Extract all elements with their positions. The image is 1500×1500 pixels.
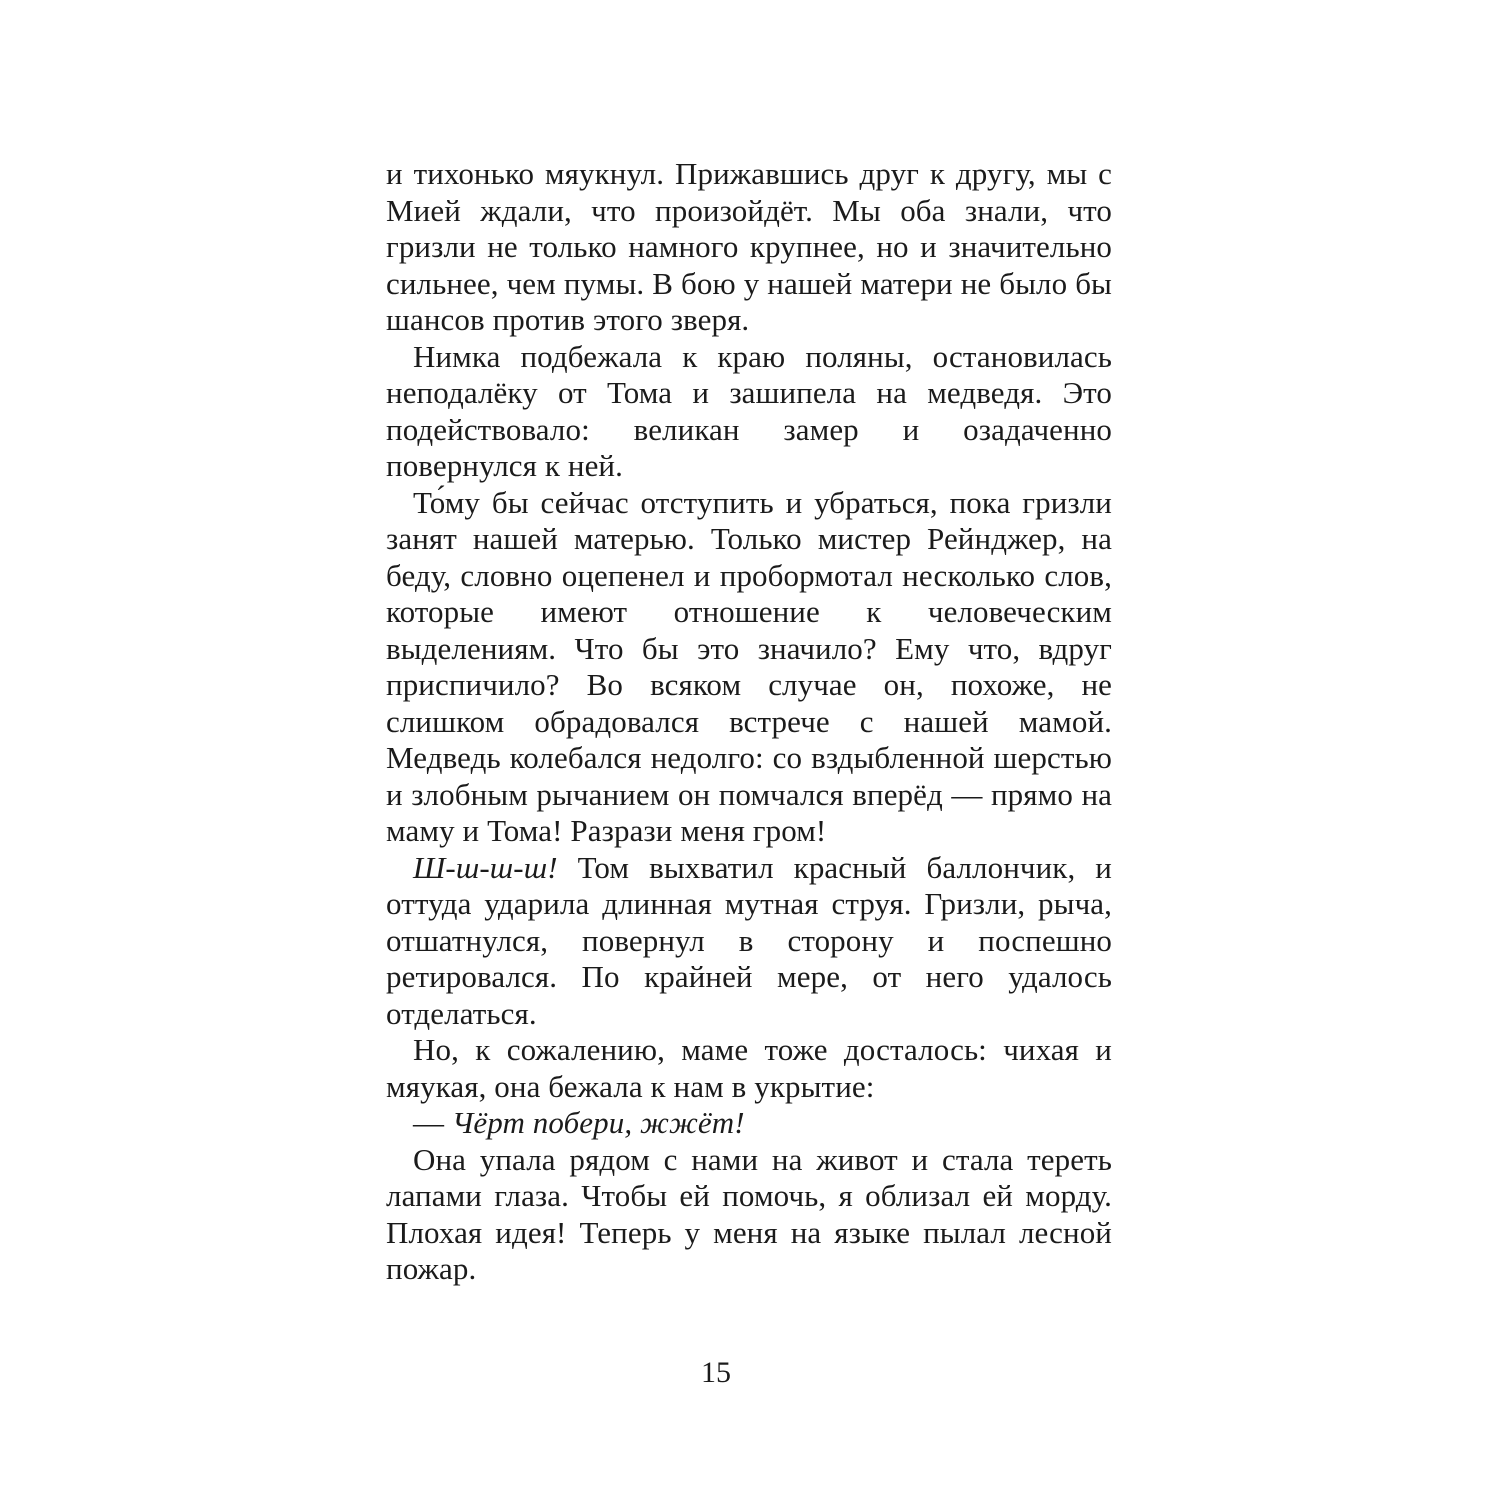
paragraph [386, 1142, 1112, 1288]
paragraph-text: и тихонько мяукнул. Прижавшись друг к другу, мы с Мией ждали, что произойдёт. Мы оба знали, что гризли не только намного крупнее, но и значительно сильнее, чем пумы. В бою у нашей матери не было бы шансов против этого зверя. [386, 156, 1112, 337]
page-number: 15 [701, 1356, 731, 1389]
paragraph [386, 156, 1112, 339]
dialogue-text-italic: Чёрт побери, жжёт! [451, 1105, 745, 1140]
paragraph [386, 485, 1112, 850]
paragraph-text: Нимка подбежала к краю поляны, остановилась неподалёку от Тома и зашипела на медведя. Это подействовало: великан замер и озадаченно повернулся к ней. [386, 338, 1112, 483]
dialogue-dash: — [413, 1105, 452, 1140]
paragraph [386, 339, 1112, 485]
paragraph-text: То́му бы сейчас отступить и убраться, пока гризли занят нашей матерью. Только мистер Рейнджер, на беду, словно оцепенел и пробормотал несколько слов, которые имеют отношение к человеческим выделениям. Что бы это значило? Ему что, вдруг приспичило? Во всяком случае он, похоже, не слишком обрадовался встрече с нашей мамой. Медведь колебался недолго: со вздыбленной шерстью и злобным рычанием он помчался вперёд — прямо на маму и Тома! Разрази меня гром! [386, 484, 1112, 848]
text-block [386, 156, 1112, 1288]
paragraph-text: Она упала рядом с нами на живот и стала тереть лапами глаза. Чтобы ей помочь, я облизал ей морду. Плохая идея! Теперь у меня на языке пылал лесной пожар. [386, 1141, 1112, 1286]
paragraph-text: Но, к сожалению, маме тоже досталось: чихая и мяукая, она бежала к нам в укрытие: [386, 1032, 1112, 1104]
paragraph [386, 850, 1112, 1033]
paragraph-text: Том выхватил красный баллончик, и оттуда ударила длинная мутная струя. Гризли, рыча, отшатнулся, повернул в сторону и поспешно ретировался. По крайней мере, от него удалось отделаться. [386, 849, 1112, 1031]
dialogue-line [386, 1105, 1112, 1142]
paragraph [386, 1032, 1112, 1105]
paragraph-text-italic: Ш-ш-ш-ш! [413, 849, 558, 885]
